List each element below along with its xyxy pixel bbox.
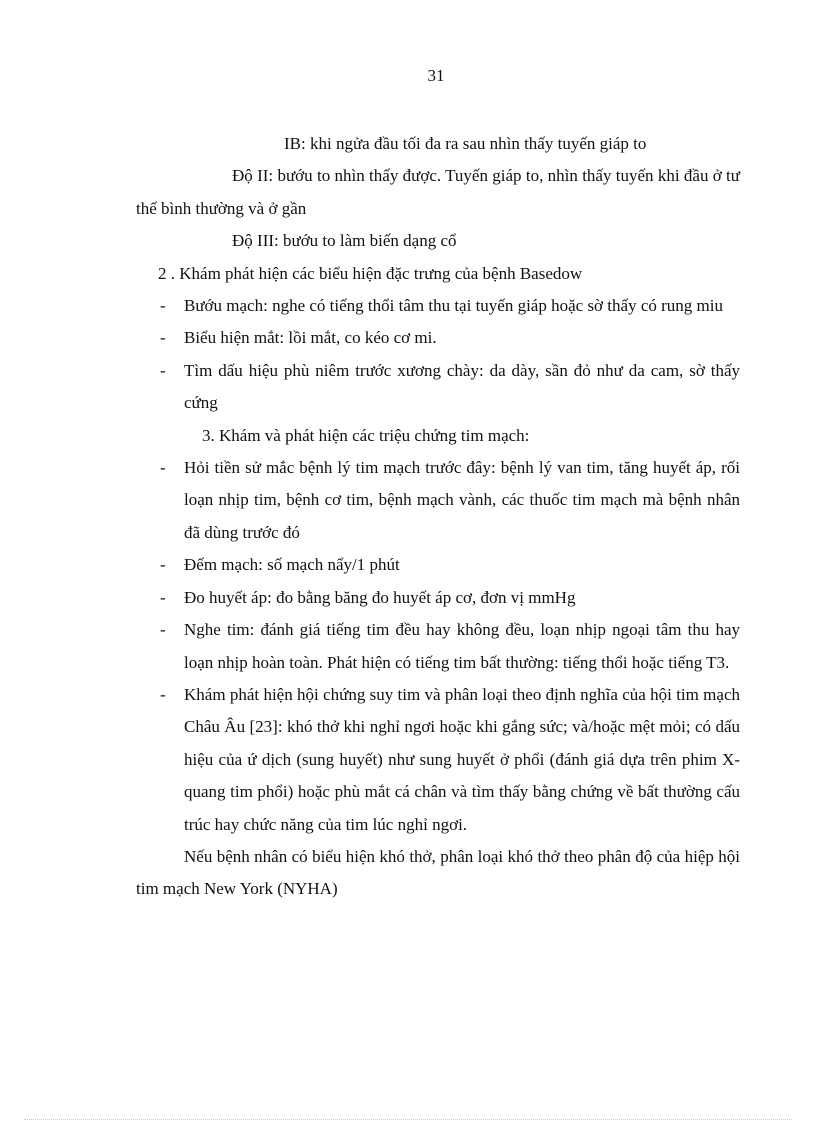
bullet-dash: - bbox=[160, 620, 166, 640]
list-item-text: Hỏi tiền sử mắc bệnh lý tim mạch trước đây: bệnh lý van tim, tăng huyết áp, rối loạn nhịp tim, bệnh cơ tim, bệnh mạch vành, các thuốc tim mạch mà bệnh nhân đã dùng trước đó bbox=[184, 458, 740, 542]
list-item bbox=[136, 614, 740, 679]
bullet-dash: - bbox=[160, 555, 166, 575]
section-heading-basedow: 2 . Khám phát hiện các biểu hiện đặc trưng của bệnh Basedow bbox=[158, 263, 583, 283]
list-item-text: Đo huyết áp: đo bằng băng đo huyết áp cơ, đơn vị mmHg bbox=[184, 587, 576, 607]
bullet-dash: - bbox=[160, 587, 166, 607]
list-item-text: Biểu hiện mắt: lồi mắt, co kéo cơ mi. bbox=[184, 328, 437, 348]
list-item bbox=[136, 355, 740, 420]
list-item bbox=[136, 582, 740, 614]
list-item-text: Nghe tim: đánh giá tiếng tim đều hay không đều, loạn nhịp ngoại tâm thu hay loạn nhịp hoàn toàn. Phát hiện có tiếng tim bất thường: tiếng thổi hoặc tiếng T3. bbox=[184, 620, 740, 672]
bullet-dash: - bbox=[160, 296, 166, 316]
bullet-dash: - bbox=[160, 684, 166, 704]
list-item-text: Đếm mạch: số mạch nẩy/1 phút bbox=[184, 555, 400, 575]
list-item bbox=[136, 322, 740, 354]
closing-paragraph: Nếu bệnh nhân có biểu hiện khó thở, phân loại khó thở theo phân độ của hiệp hội tim mạch New York (NYHA) bbox=[136, 846, 740, 899]
bullet-dash: - bbox=[160, 328, 166, 348]
page-number: 31 bbox=[427, 66, 445, 85]
list-item bbox=[136, 452, 740, 549]
bullet-dash: - bbox=[160, 360, 166, 380]
list-item-text: Khám phát hiện hội chứng suy tim và phân loại theo định nghĩa của hội tim mạch Châu Âu [23]: khó thở khi nghỉ ngơi hoặc khi gắng sức; và/hoặc mệt mỏi; có dấu hiệu của ứ dịch (sung huyết) như sung huyết ở phổi (đánh giá dựa trên phim X-quang tim phổi) hoặc phù mắt cá chân và tìm thấy bằng chứng về bất thường cấu trúc hay chức năng của tim lúc nghỉ ngơi. bbox=[184, 684, 740, 834]
grade-ib-line: IB: khi ngửa đầu tối đa ra sau nhìn thấy tuyến giáp to bbox=[284, 134, 647, 153]
bullet-dash: - bbox=[160, 458, 166, 478]
section-heading-cardio: 3. Khám và phát hiện các triệu chứng tim mạch: bbox=[202, 425, 530, 445]
list-item-text: Tìm dấu hiệu phù niêm trước xương chày: da dày, sần đỏ như da cam, sờ thấy cứng bbox=[184, 360, 740, 413]
list-item bbox=[136, 679, 740, 841]
list-item bbox=[136, 290, 740, 322]
list-item bbox=[136, 549, 740, 581]
page-content bbox=[136, 128, 740, 906]
grade-iii-line: Độ III: bướu to làm biến dạng cổ bbox=[232, 231, 457, 251]
page-bottom-divider bbox=[24, 1119, 792, 1120]
list-item-text: Bướu mạch: nghe có tiếng thổi tâm thu tại tuyến giáp hoặc sờ thấy có rung miu bbox=[184, 296, 723, 316]
grade-ii-paragraph: Độ II: bướu to nhìn thấy được. Tuyến giáp to, nhìn thấy tuyến khi đầu ở tư thế bình thường và ở gần bbox=[136, 166, 740, 218]
